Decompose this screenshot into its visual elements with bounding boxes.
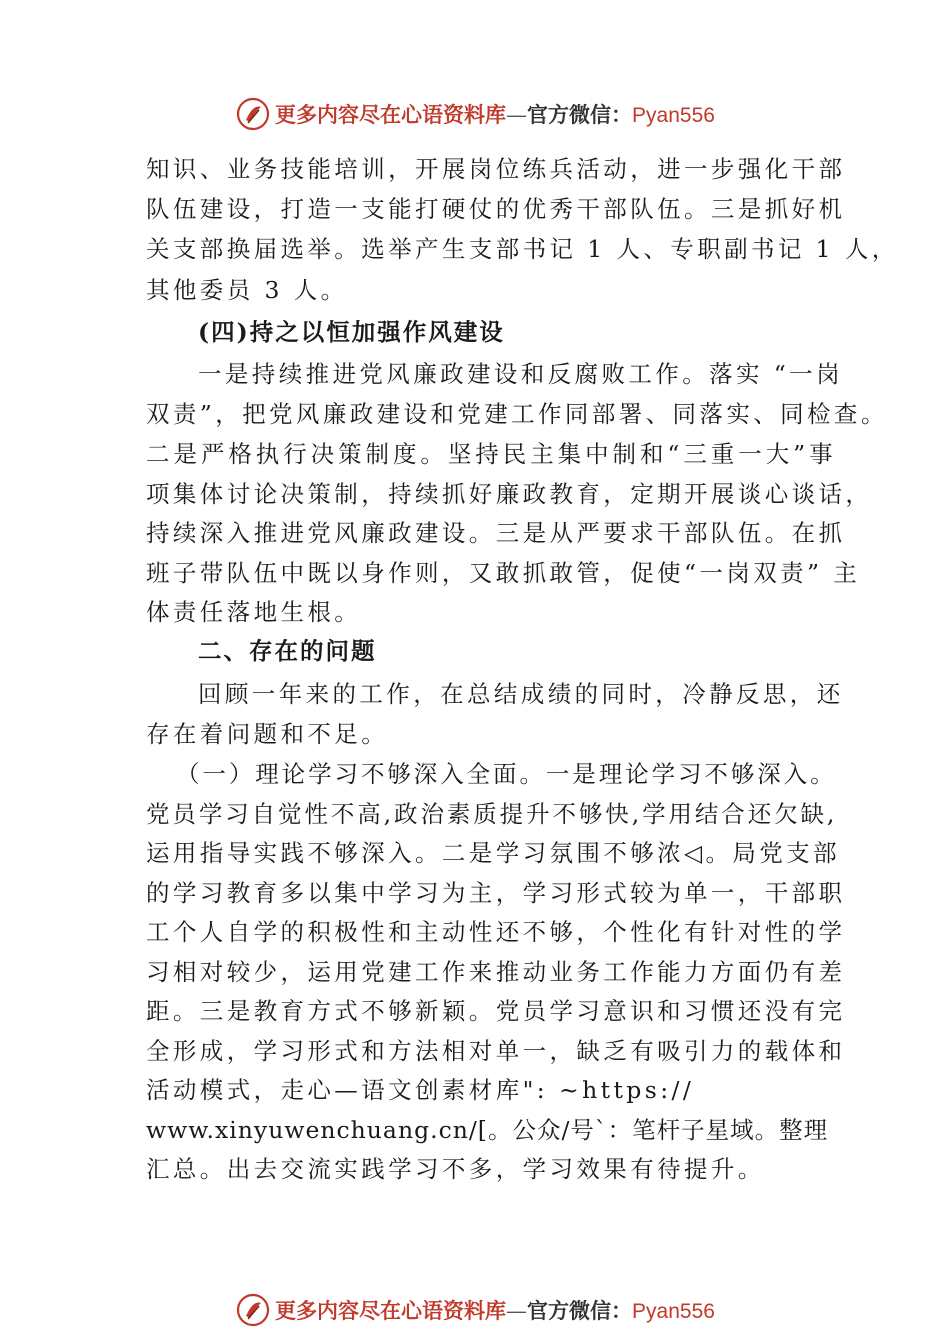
banner-text	[275, 99, 715, 129]
wechat-handle: Pyan556	[632, 104, 715, 127]
banner-dash: —	[506, 103, 528, 127]
text-line: 持续深入推进党风廉政建设。三是从严要求干部队伍。在抓	[146, 519, 846, 547]
text-line: 距。三是教育方式不够新颖。党员学习意识和习惯还没有完	[146, 997, 846, 1025]
text-line: 全形成，学习形式和方法相对单一，缺乏有吸引力的载体和	[146, 1037, 846, 1065]
footer-banner	[0, 1290, 950, 1330]
text-line: 活动模式，走心—语文创素材库": ~https://	[146, 1076, 695, 1104]
text-line: 存在着问题和不足。	[146, 720, 389, 748]
wechat-handle: Pyan556	[632, 1300, 715, 1323]
banner-dash: —	[506, 1299, 528, 1323]
logo-icon	[235, 96, 271, 132]
logo-icon	[235, 1292, 271, 1328]
text-line: 班子带队伍中既以身作则，又敢抓敢管，促使“一岗双责” 主	[146, 559, 861, 587]
text-line: 队伍建设，打造一支能打硬仗的优秀干部队伍。三是抓好机	[146, 195, 846, 223]
text-line: 关支部换届选举。选举产生支部书记 1 人、专职副书记 1 人，	[146, 235, 899, 263]
text-line: 回顾一年来的工作，在总结成绩的同时，冷静反思，还	[198, 680, 844, 708]
text-line: 知识、业务技能培训，开展岗位练兵活动，进一步强化干部	[146, 155, 846, 183]
text-line: www.xinyuwenchuang.cn/[。公众/号`：笔杆子星域。整理	[146, 1116, 829, 1144]
wechat-label: 官方微信：	[527, 103, 633, 127]
text-line: （一）理论学习不够深入全面。一是理论学习不够深入。	[176, 760, 836, 788]
text-line: 运用指导实践不够深入。二是学习氛围不够浓◁。局党支部	[146, 839, 840, 867]
section-subheading: (四)持之以恒加强作风建设	[198, 318, 505, 346]
header-banner	[0, 94, 950, 134]
text-line: 体责任落地生根。	[146, 598, 362, 626]
text-line: 汇总。出去交流实践学习不多，学习效果有待提升。	[146, 1155, 765, 1183]
text-line: 的学习教育多以集中学习为主，学习形式较为单一，干部职	[146, 879, 846, 907]
text-line: 习相对较少，运用党建工作来推动业务工作能力方面仍有差	[146, 958, 846, 986]
text-line: 项集体讨论决策制，持续抓好廉政教育，定期开展谈心谈话，	[146, 480, 873, 508]
wechat-label: 官方微信：	[527, 1299, 633, 1323]
text-line: 其他委员 3 人。	[146, 276, 348, 304]
brand-name: 更多内容尽在心语资料库	[275, 102, 507, 127]
brand-name: 更多内容尽在心语资料库	[275, 1298, 507, 1323]
section-heading: 二、存在的问题	[198, 637, 377, 665]
text-line: 双责”，把党风廉政建设和党建工作同部署、同落实、同检查。	[146, 400, 888, 428]
text-line: 工个人自学的积极性和主动性还不够，个性化有针对性的学	[146, 918, 846, 946]
banner-text	[275, 1295, 715, 1325]
text-line: 一是持续推进党风廉政建设和反腐败工作。落实 “一岗	[198, 360, 843, 388]
text-line: 党员学习自觉性不高,政治素质提升不够快,学用结合还欠缺,	[146, 800, 836, 828]
text-line: 二是严格执行决策制度。坚持民主集中制和“三重一大”事	[146, 440, 836, 468]
